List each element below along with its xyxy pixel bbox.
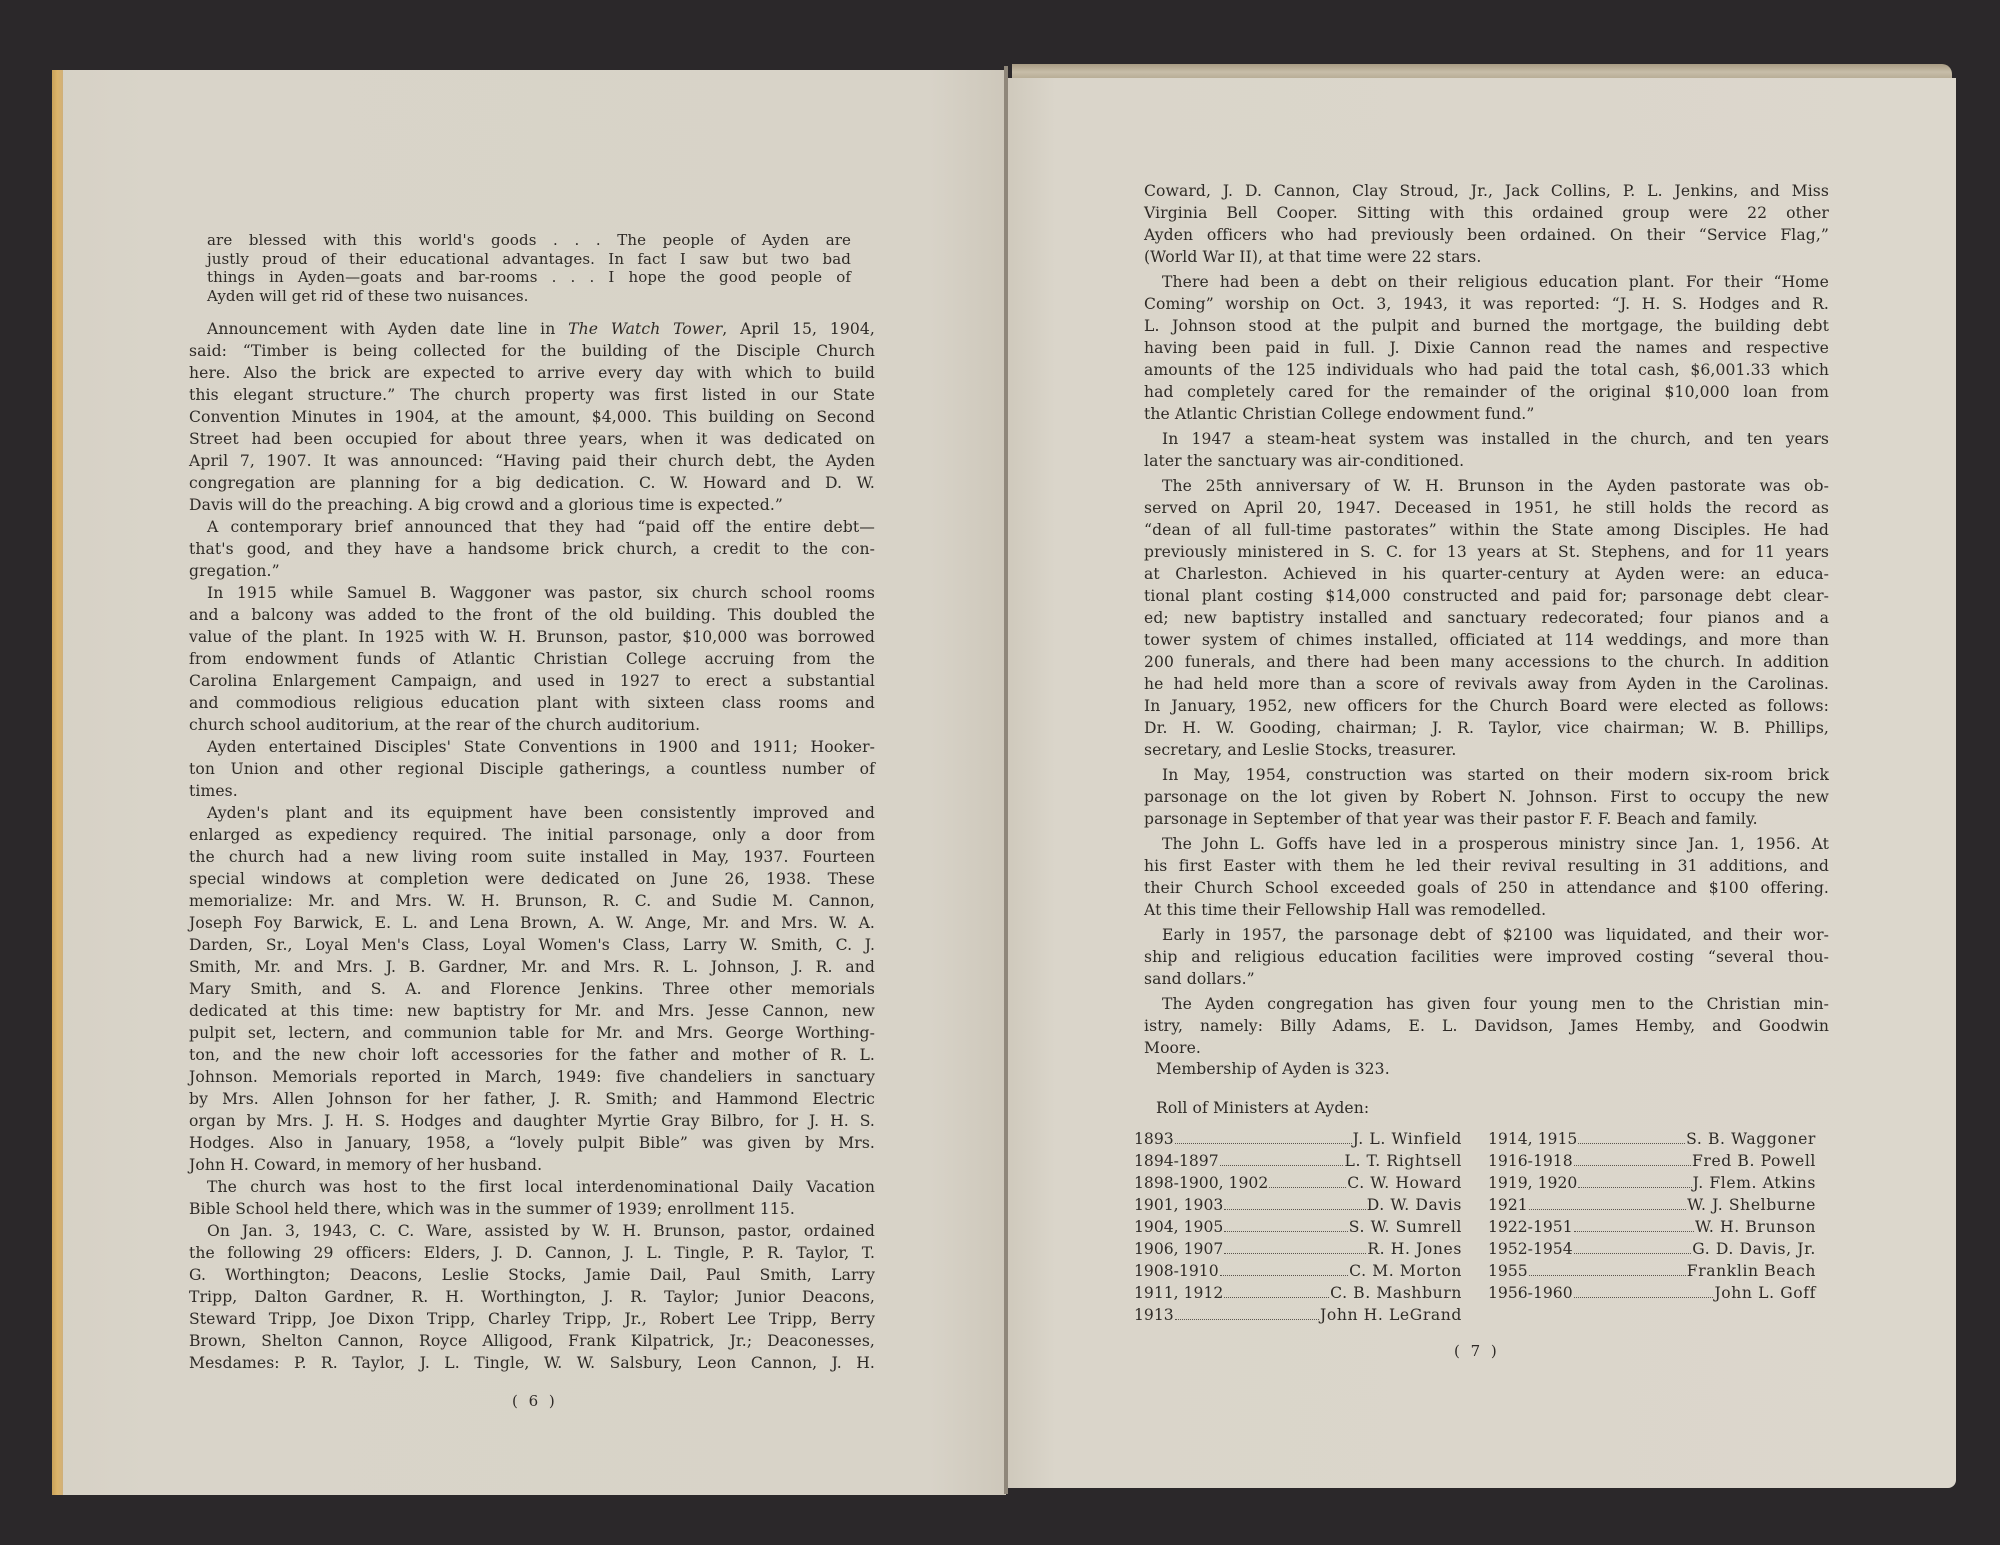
text-line: he had held more than a score of revivals away from Ayden in the Carolinas. — [1144, 675, 1829, 693]
roll-entry — [1488, 1194, 1816, 1216]
roll-entry — [1488, 1172, 1816, 1194]
text-line: 200 funerals, and there had been many accessions to the church. In addition — [1144, 653, 1829, 671]
years: 1913 — [1134, 1306, 1174, 1324]
text-line: had completely cared for the remainder of the original $10,000 loan from — [1144, 383, 1829, 401]
text-line: value of the plant. In 1925 with W. H. Brunson, pastor, $10,000 was borrowed — [189, 628, 875, 646]
text-line: pulpit set, lectern, and communion table for Mr. and Mrs. George Worthing- — [189, 1024, 875, 1042]
text-line: On Jan. 3, 1943, C. C. Ware, assisted by W. H. Brunson, pastor, ordained — [207, 1222, 875, 1240]
text-line: Tripp, Dalton Gardner, R. H. Worthington, J. R. Taylor; Junior Deacons, — [189, 1288, 875, 1306]
text-line: his first Easter with them he led their revival resulting in 31 additions, and — [1144, 857, 1829, 875]
text-line: Coward, J. D. Cannon, Clay Stroud, Jr., Jack Collins, P. L. Jenkins, and Miss — [1144, 182, 1829, 200]
dot-leader — [1224, 1209, 1365, 1210]
years: 1901, 1903 — [1134, 1196, 1224, 1214]
text-run: , April 15, 1904, — [722, 320, 875, 338]
page-number: ( 7 ) — [1454, 1342, 1500, 1360]
minister-name: W. H. Brunson — [1695, 1218, 1816, 1236]
text-line: from endowment funds of Atlantic Christian College accruing from the — [189, 650, 875, 668]
text-line: Brown, Shelton Cannon, Royce Alligood, Frank Kilpatrick, Jr.; Deaconesses, — [189, 1332, 875, 1350]
dot-leader — [1175, 1143, 1352, 1144]
paragraph — [189, 582, 875, 736]
paragraph — [1144, 993, 1829, 1059]
years: 1955 — [1488, 1262, 1528, 1280]
text-line: Smith, Mr. and Mrs. J. B. Gardner, Mr. and Mrs. R. L. Johnson, J. R. and — [189, 958, 875, 976]
dot-leader — [1220, 1165, 1344, 1166]
text-line: Virginia Bell Cooper. Sitting with this ordained group were 22 other — [1144, 204, 1829, 222]
text-line: Bible School held there, which was in the summer of 1939; enrollment 115. — [189, 1200, 795, 1218]
dot-leader — [1224, 1231, 1347, 1232]
roll-title: Roll of Ministers at Ayden: — [1156, 1099, 1370, 1117]
text-line: Convention Minutes in 1904, at the amount, $4,000. This building on Second — [189, 408, 875, 426]
text-line: congregation are planning for a big dedication. C. W. Howard and D. W. — [189, 474, 875, 492]
text-line: In 1915 while Samuel B. Waggoner was pastor, six church school rooms — [207, 584, 875, 602]
years: 1898-1900, 1902 — [1134, 1174, 1269, 1192]
roll-entry — [1134, 1128, 1462, 1150]
text-line: Ayden will get rid of these two nuisances. — [207, 286, 529, 305]
dot-leader — [1175, 1319, 1319, 1320]
minister-name: J. Flem. Atkins — [1692, 1174, 1816, 1192]
paragraph — [1144, 180, 1829, 268]
text-line: Mesdames: P. R. Taylor, J. L. Tingle, W. W. Salsbury, Leon Cannon, J. H. — [189, 1354, 875, 1372]
text-line: that's good, and they have a handsome brick church, a credit to the con- — [189, 540, 875, 558]
text-line: at Charleston. Achieved in his quarter-century at Ayden were: an educa- — [1144, 565, 1829, 583]
text-line: and a balcony was added to the front of the old building. This doubled the — [189, 606, 875, 624]
text-line: Steward Tripp, Joe Dixon Tripp, Charley Tripp, Jr., Robert Lee Tripp, Berry — [189, 1310, 875, 1328]
text-line: In 1947 a steam-heat system was installed in the church, and ten years — [1162, 430, 1829, 448]
text-line: church school auditorium, at the rear of the church auditorium. — [189, 716, 701, 734]
text-line: Joseph Foy Barwick, E. L. and Lena Brown, A. W. Ange, Mr. and Mrs. W. A. — [189, 914, 875, 932]
right-text-column — [1144, 180, 1829, 1062]
years: 1914, 1915 — [1488, 1130, 1578, 1148]
dot-leader — [1574, 1165, 1691, 1166]
years: 1919, 1920 — [1488, 1174, 1578, 1192]
text-line: Darden, Sr., Loyal Men's Class, Loyal Women's Class, Larry W. Smith, C. J. — [189, 936, 875, 954]
years: 1904, 1905 — [1134, 1218, 1224, 1236]
text-line: “dean of all full-time pastorates” within the State among Disciples. He had — [1144, 521, 1829, 539]
paragraph — [1144, 271, 1829, 425]
dot-leader — [1574, 1297, 1714, 1298]
text-line: justly proud of their educational advantages. In fact I saw but two bad — [207, 249, 851, 268]
years: 1894-1897 — [1134, 1152, 1219, 1170]
years: 1952-1954 — [1488, 1240, 1573, 1258]
block-quote — [207, 231, 851, 305]
text-line: Carolina Enlargement Campaign, and used in 1927 to erect a substantial — [189, 672, 875, 690]
text-line: tional plant costing $14,000 constructed and paid for; parsonage debt clear- — [1144, 587, 1829, 605]
text-line: by Mrs. Allen Johnson for her father, J. R. Smith; and Hammond Electric — [189, 1090, 875, 1108]
minister-name: G. D. Davis, Jr. — [1692, 1240, 1816, 1258]
text-line: There had been a debt on their religious education plant. For their “Home — [1162, 273, 1829, 291]
years: 1911, 1912 — [1134, 1284, 1224, 1302]
roll-entry — [1134, 1260, 1462, 1282]
dot-leader — [1269, 1187, 1346, 1188]
years: 1922-1951 — [1488, 1218, 1573, 1236]
minister-name: Fred B. Powell — [1691, 1152, 1816, 1170]
dot-leader — [1574, 1231, 1694, 1232]
text-line: are blessed with this world's goods . . . The people of Ayden are — [207, 231, 851, 249]
text-line: The Ayden congregation has given four young men to the Christian min- — [1162, 995, 1829, 1013]
roll-entry — [1134, 1172, 1462, 1194]
text-line: and commodious religious education plant with sixteen class rooms and — [189, 694, 875, 712]
text-line: enlarged as expediency required. The initial parsonage, only a door from — [189, 826, 875, 844]
paragraph — [1144, 833, 1829, 921]
minister-name: R. H. Jones — [1367, 1240, 1462, 1258]
minister-name: L. T. Rightsell — [1344, 1152, 1462, 1170]
roll-entry — [1488, 1238, 1816, 1260]
text-line: The 25th anniversary of W. H. Brunson in the Ayden pastorate was ob- — [1162, 477, 1829, 495]
text-line: said: “Timber is being collected for the building of the Disciple Church — [189, 342, 875, 360]
text-line: their Church School exceeded goals of 250 in attendance and $100 offering. — [1144, 879, 1829, 897]
text-line: dedicated at this time: new baptistry for Mr. and Mrs. Jesse Cannon, new — [189, 1002, 875, 1020]
text-line: Mary Smith, and S. A. and Florence Jenkins. Three other memorials — [189, 980, 875, 998]
dot-leader — [1578, 1187, 1691, 1188]
paragraph — [1144, 764, 1829, 830]
text-line: parsonage in September of that year was their pastor F. F. Beach and family. — [1144, 810, 1758, 828]
text-run: Announcement with Ayden date line in — [207, 320, 569, 338]
years: 1893 — [1134, 1130, 1174, 1148]
roll-of-ministers-right — [1488, 1128, 1816, 1304]
text-line: parsonage on the lot given by Robert N. Johnson. First to occupy the new — [1144, 788, 1829, 806]
roll-entry — [1488, 1216, 1816, 1238]
publication-title: The Watch Tower — [568, 320, 723, 338]
dot-leader — [1224, 1253, 1366, 1254]
text-line: ship and religious education facilities were improved costing “several thou- — [1144, 948, 1829, 966]
text-line: amounts of the 125 individuals who had paid the total cash, $6,001.33 which — [1144, 361, 1829, 379]
paragraph — [189, 1220, 875, 1374]
text-line: ton Union and other regional Disciple gatherings, a countless number of — [189, 760, 875, 778]
text-line: later the sanctuary was air-conditioned. — [1144, 452, 1465, 470]
text-line: ed; new baptistry installed and sanctuary redecorated; four pianos and a — [1144, 609, 1829, 627]
text-line: Johnson. Memorials reported in March, 1949: five chandeliers in sanctuary — [189, 1068, 875, 1086]
text-line: Coming” worship on Oct. 3, 1943, it was reported: “J. H. S. Hodges and R. — [1144, 295, 1829, 313]
minister-name: S. B. Waggoner — [1686, 1130, 1816, 1148]
page-number: ( 6 ) — [512, 1392, 558, 1410]
text-line: organ by Mrs. J. H. S. Hodges and daughter Myrtie Gray Bilbro, for J. H. S. — [189, 1112, 875, 1130]
roll-entry — [1488, 1128, 1816, 1150]
text-line: At this time their Fellowship Hall was remodelled. — [1144, 901, 1547, 919]
dot-leader — [1578, 1143, 1685, 1144]
roll-entry — [1488, 1260, 1816, 1282]
minister-name: Franklin Beach — [1686, 1262, 1816, 1280]
text-line: having been paid in full. J. Dixie Cannon read the names and respective — [1144, 339, 1829, 357]
text-line: previously ministered in S. C. for 13 years at St. Stephens, and for 11 years — [1144, 543, 1829, 561]
roll-of-ministers-left — [1134, 1128, 1462, 1326]
text-line: times. — [189, 782, 238, 800]
dot-leader — [1529, 1209, 1686, 1210]
text-line: Early in 1957, the parsonage debt of $2100 was liquidated, and their wor- — [1162, 926, 1829, 944]
text-line: L. Johnson stood at the pulpit and burned the mortgage, the building debt — [1144, 317, 1829, 335]
text-line: served on April 20, 1947. Deceased in 1951, he still holds the record as — [1144, 499, 1829, 517]
membership-line: Membership of Ayden is 323. — [1156, 1060, 1390, 1078]
text-line: In May, 1954, construction was started on their modern six-room brick — [1162, 766, 1829, 784]
paragraph — [1144, 428, 1829, 472]
dot-leader — [1529, 1275, 1686, 1276]
text-line: Ayden's plant and its equipment have been consistently improved and — [207, 804, 875, 822]
text-line: (World War II), at that time were 22 stars. — [1144, 248, 1482, 266]
text-line: The John L. Goffs have led in a prosperous ministry since Jan. 1, 1956. At — [1162, 835, 1829, 853]
text-line: here. Also the brick are expected to arrive every day with which to build — [189, 364, 875, 382]
paragraph — [189, 516, 875, 582]
minister-name: John L. Goff — [1714, 1284, 1816, 1302]
minister-name: C. M. Morton — [1349, 1262, 1462, 1280]
text-line: Hodges. Also in January, 1958, a “lovely pulpit Bible” was given by Mrs. — [189, 1134, 875, 1152]
dot-leader — [1220, 1275, 1348, 1276]
paragraph — [189, 736, 875, 802]
paragraph — [189, 802, 875, 1176]
text-line: John H. Coward, in memory of her husband. — [189, 1156, 543, 1174]
text-line: special windows at completion were dedicated on June 26, 1938. These — [189, 870, 875, 888]
text-line: Ayden officers who had previously been ordained. On their “Service Flag,” — [1144, 226, 1829, 244]
dot-leader — [1574, 1253, 1692, 1254]
paragraph — [1144, 475, 1829, 761]
years: 1956-1960 — [1488, 1284, 1573, 1302]
text-line: the church had a new living room suite installed in May, 1937. Fourteen — [189, 848, 875, 866]
text-line: istry, namely: Billy Adams, E. L. Davidson, James Hemby, and Goodwin — [1144, 1017, 1829, 1035]
text-line: April 7, 1907. It was announced: “Having paid their church debt, the Ayden — [189, 452, 875, 470]
minister-name: D. W. Davis — [1366, 1196, 1462, 1214]
page-edge — [52, 70, 63, 1495]
text-line: The church was host to the first local interdenominational Daily Vacation — [207, 1178, 875, 1196]
paragraph — [1144, 924, 1829, 990]
roll-entry — [1488, 1150, 1816, 1172]
minister-name: C. B. Mashburn — [1330, 1284, 1462, 1302]
years: 1906, 1907 — [1134, 1240, 1224, 1258]
text-line: Ayden entertained Disciples' State Conventions in 1900 and 1911; Hooker- — [207, 738, 875, 756]
text-line: G. Worthington; Deacons, Leslie Stocks, Jamie Dail, Paul Smith, Larry — [189, 1266, 875, 1284]
left-text-column — [189, 318, 875, 1374]
text-line: tower system of chimes installed, officiated at 114 weddings, and more than — [1144, 631, 1829, 649]
book-gutter — [1004, 66, 1008, 1494]
text-line: things in Ayden—goats and bar-rooms . . . I hope the good people of — [207, 268, 851, 286]
text-line: Moore. — [1144, 1039, 1201, 1057]
text-line — [189, 318, 875, 340]
text-line: ton, and the new choir loft accessories for the father and mother of R. L. — [189, 1046, 875, 1064]
minister-name: C. W. Howard — [1347, 1174, 1462, 1192]
minister-name: S. W. Sumrell — [1348, 1218, 1462, 1236]
roll-entry — [1134, 1238, 1462, 1260]
text-line: the Atlantic Christian College endowment fund.” — [1144, 405, 1535, 423]
text-line: memorialize: Mr. and Mrs. W. H. Brunson, R. C. and Sudie M. Cannon, — [189, 892, 875, 910]
text-line: A contemporary brief announced that they had “paid off the entire debt— — [207, 518, 875, 536]
roll-entry — [1134, 1194, 1462, 1216]
text-line: secretary, and Leslie Stocks, treasurer. — [1144, 741, 1457, 759]
roll-entry — [1488, 1282, 1816, 1304]
years: 1916-1918 — [1488, 1152, 1573, 1170]
roll-entry — [1134, 1282, 1462, 1304]
text-line: Street had been occupied for about three years, when it was dedicated on — [189, 430, 875, 448]
text-line: the following 29 officers: Elders, J. D. Cannon, J. L. Tingle, P. R. Taylor, T. — [189, 1244, 875, 1262]
paragraph — [189, 1176, 875, 1220]
minister-name: John H. LeGrand — [1319, 1306, 1462, 1324]
minister-name: J. L. Winfield — [1352, 1130, 1462, 1148]
roll-entry — [1134, 1304, 1462, 1326]
text-line: sand dollars.” — [1144, 970, 1255, 988]
roll-entry — [1134, 1150, 1462, 1172]
text-line: In January, 1952, new officers for the Church Board were elected as follows: — [1144, 697, 1829, 715]
roll-entry — [1134, 1216, 1462, 1238]
years: 1921 — [1488, 1196, 1528, 1214]
years: 1908-1910 — [1134, 1262, 1219, 1280]
paragraph — [189, 318, 875, 516]
text-line: this elegant structure.” The church property was first listed in our State — [189, 386, 875, 404]
text-line: Dr. H. W. Gooding, chairman; J. R. Taylor, vice chairman; W. B. Phillips, — [1144, 719, 1829, 737]
text-line: Davis will do the preaching. A big crowd and a glorious time is expected.” — [189, 496, 783, 514]
text-line: gregation.” — [189, 562, 280, 580]
dot-leader — [1224, 1297, 1329, 1298]
paragraph-body — [189, 340, 875, 516]
minister-name: W. J. Shelburne — [1687, 1196, 1816, 1214]
